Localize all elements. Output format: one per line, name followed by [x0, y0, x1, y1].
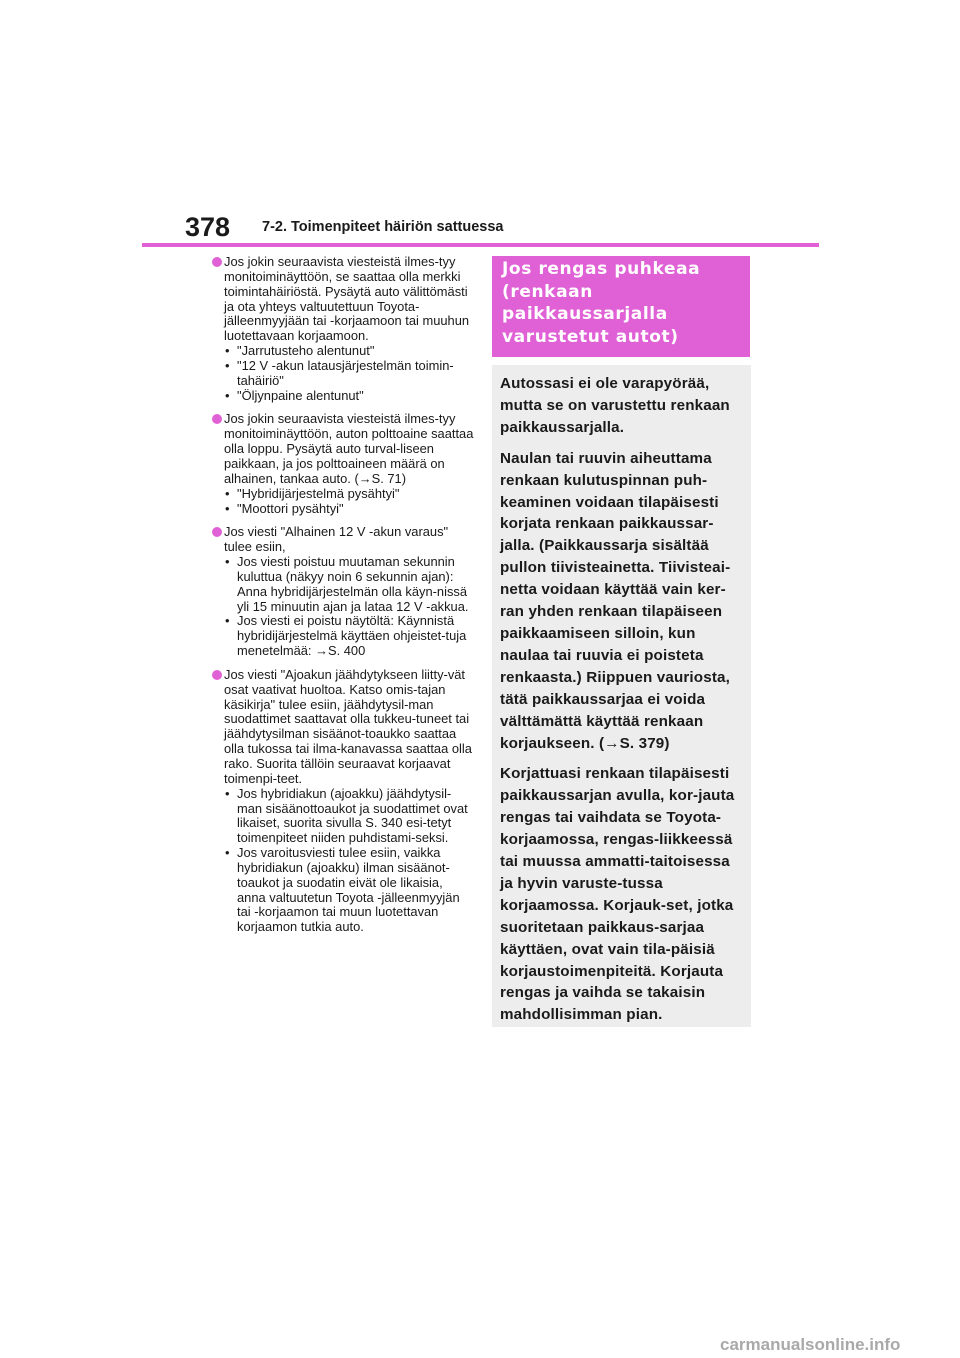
bullet-dot-icon — [212, 414, 222, 424]
heading-line: (renkaan — [502, 281, 593, 302]
heading-line: Jos rengas puhkeaa — [502, 259, 701, 279]
watermark: carmanualsonline.info — [720, 1335, 901, 1354]
bullet-dot-icon — [212, 670, 222, 680]
page-number: 378 — [185, 212, 231, 242]
heading-line: paikkaussarjalla — [502, 304, 668, 324]
paragraph-text: Jos viesti "Alhainen 12 V -akun varaus" tulee esiin, — [224, 524, 449, 555]
section-heading — [492, 256, 750, 357]
bullet-dot-icon — [212, 257, 222, 267]
paragraph-text: Jos jokin seuraavista viesteistä ilmes-tyy monitoiminäyttöön, auton polttoaine saattaa olla loppu. Pysäytä auto turval-liseen paikkaan, ja jos polttoaineen määrä on alhainen, tankaa auto. (→S. 71) — [224, 411, 474, 486]
warning-paragraph-4 — [212, 668, 474, 935]
paragraph-text: Jos jokin seuraavista viesteistä ilmes-tyy monitoiminäyttöön, se saattaa olla merkki toimintahäiriöstä. Pysäytä auto välittömästi ja ota yhteys valtuutettuun Toyota-jälleenmyyjään tai -korjaamoon tai muuhun luotettavaan korjaamoon. — [224, 254, 470, 344]
list-item: • "Moottori pysähtyi" — [224, 502, 474, 517]
info-box — [492, 365, 751, 1027]
bullet-dot-icon — [212, 527, 222, 537]
message-list — [224, 555, 474, 659]
list-item: • Jos viesti poistuu muutaman sekunnin kuluttua (näkyy noin 6 sekunnin ajan): Anna hybridijärjestelmän olla käyn-nissä yli 15 minuutin ajan ja lataa 12 V -akkua. — [224, 555, 474, 614]
heading-line: varustetut autot) — [502, 326, 679, 347]
paragraph-text: Jos viesti "Ajoakun jäähdytykseen liitty-vät osat vaativat huoltoa. Katso omis-tajan käsikirja" tulee esiin, jäähdytysil-man suodattimet saattavat olla tukkeu-tuneet tai jäähdytysilman sisäänot-toaukko saattaa olla tukossa tai ilma-kanavassa saattaa olla rako. Suorita tällöin seuraavat korjaavat toimenpi-teet. — [224, 666, 472, 786]
list-item: • "12 V -akun latausjärjestelmän toimin-tahäiriö" — [224, 359, 474, 389]
list-item: • Jos hybridiakun (ajoakku) jäähdytysil-man sisäänottoaukot ja suodattimet ovat likaiset, suorita sivulla S. 340 esi-tetyt toimenpiteet niiden puhdistami-seksi. — [224, 787, 474, 846]
warning-paragraph-3 — [212, 525, 474, 659]
message-list — [224, 344, 474, 403]
left-column — [212, 255, 474, 944]
info-paragraph: Korjattuasi renkaan tilapäisesti paikkaussarjan avulla, kor-jauta rengas tai vaihdata se Toyota-korjaamossa, rengas-liikkeessä tai muussa ammatti-taitoisessa ja hyvin varuste-tussa korjaamossa. Korjauk-set, jotka suoritetaan paikkaus-sarjaa käyttäen, ovat vain tila-päisiä korjaustoimenpiteitä. Korjauta rengas ja vaihda se takaisin mahdollisimman pian. — [500, 765, 735, 1024]
warning-paragraph-2 — [212, 412, 474, 516]
info-paragraph: Autossasi ei ole varapyörää, mutta se on varustettu renkaan paikkaussarjalla. — [500, 375, 730, 436]
section-title: 7-2. Toimenpiteet häiriön sattuessa — [262, 219, 504, 235]
list-item: • "Hybridijärjestelmä pysähtyi" — [224, 487, 474, 502]
message-list — [224, 487, 474, 517]
warning-paragraph-1 — [212, 255, 474, 403]
list-item: • Jos varoitusviesti tulee esiin, vaikka hybridiakun (ajoakku) ilman sisäänot-toaukot ja suodatin eivät ole likaisia, anna valtuutetun Toyota -jälleenmyyjän tai -korjaamon tai muun luotettavan korjaamon tutkia auto. — [224, 846, 474, 935]
list-item: • Jos viesti ei poistu näytöltä: Käynnistä hybridijärjestelmä käyttäen ohjeistet-tuja menetelmää: →S. 400 — [224, 614, 474, 659]
info-paragraph: Naulan tai ruuvin aiheuttama renkaan kulutuspinnan puh-keaminen voidaan tilapäisesti korjata renkaan paikkaussar-jalla. (Paikkaussarja sisältää pullon tiivisteainetta. Tiivisteai-netta voidaan käyttää vain ker-ran yhden renkaan tilapäiseen paikkaamiseen silloin, kun naulaa tai ruuvia ei poisteta renkaasta.) Riippuen vauriosta, tätä paikkaussarjaa ei voida välttämättä käyttää renkaan korjaukseen. (→S. 379) — [500, 449, 731, 752]
message-list — [224, 787, 474, 935]
list-item: • "Öljynpaine alentunut" — [224, 389, 474, 404]
list-item: • "Jarrutusteho alentunut" — [224, 344, 474, 359]
header-rule — [142, 243, 819, 247]
